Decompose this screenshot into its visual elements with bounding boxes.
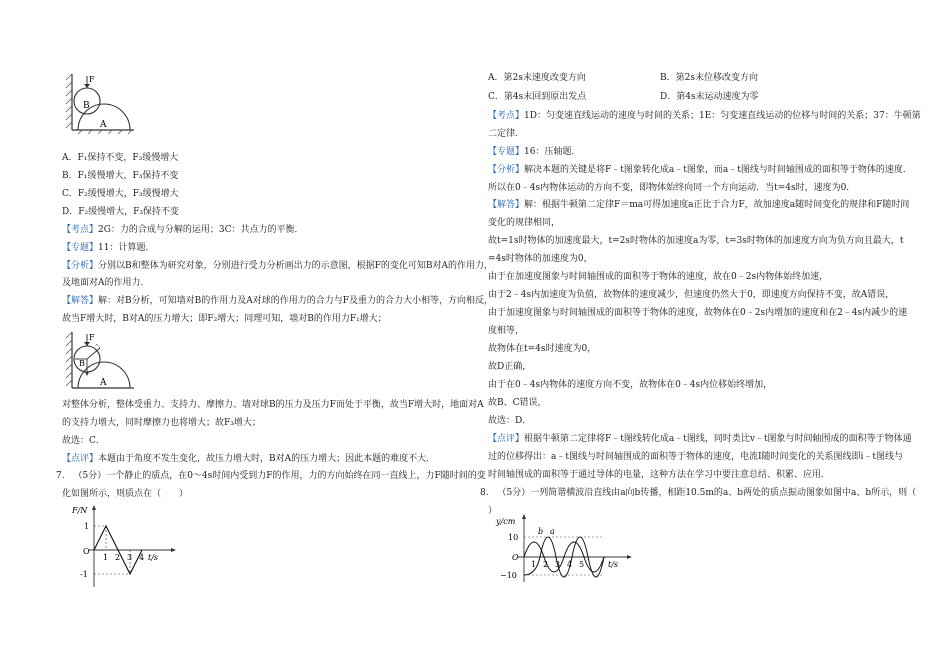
r-jieda-line bbox=[488, 199, 909, 213]
r-jieda-text-2: 变化的规律相同， bbox=[488, 218, 561, 228]
q7-option-d: D．第4s末运动速度为零 bbox=[660, 92, 759, 102]
fenxi-text-1: 分别以B和整体为研究对象，分别进行受力分析画出力的示意图，根据F的变化可知B对A的作用力， bbox=[98, 261, 493, 271]
r-jieda-text-1: 解：根据牛顿第二定律F＝ma可得加速度a正比于合力F，故加速度a随时间变化的规律和F随时间 bbox=[524, 200, 910, 210]
graph-y-tick-neg1: -1 bbox=[80, 570, 88, 579]
zhuanti-line bbox=[62, 242, 154, 256]
r-jieda-text-11: 由于在0﹣4s内物体的速度方向不变，故物体在0﹣4s内位移始终增加， bbox=[488, 380, 773, 390]
q7-option-c: C．第4s末回到原出发点 bbox=[488, 92, 587, 102]
option-c: C．F₂缓慢增大，F₃缓慢增大 bbox=[62, 189, 179, 199]
wave-x-tick-1: 1 bbox=[531, 560, 537, 569]
fig1-label-b: B bbox=[83, 101, 90, 111]
r-jieda-text-8: 度相等， bbox=[488, 326, 525, 336]
wave-origin: O bbox=[512, 553, 519, 562]
q7-option-b: B．第2s末位移改变方向 bbox=[660, 73, 758, 83]
graph-x-tick-2: 2 bbox=[115, 553, 121, 562]
r-jieda-text-6: 由于2﹣4s内加速度为负值，故物体的速度减少，但速度仍然大于0，即速度方向保持不变，故A错误， bbox=[488, 290, 895, 300]
graph-x-tick-1: 1 bbox=[103, 553, 109, 562]
wave-x-tick-3: 3 bbox=[555, 560, 561, 569]
wall-sphere-figure-2 bbox=[62, 330, 142, 392]
r-fenxi-text-2: 所以在0﹣4s内物体运动的方向不变，即物体始终向同一个方向运动．当t=4s时，速度为0． bbox=[488, 183, 856, 193]
fenxi-text-2: 及地面对A的作用力． bbox=[62, 278, 150, 288]
jieda-tag: 【解答】 bbox=[62, 296, 99, 306]
question-8-line-1 bbox=[480, 487, 916, 501]
graph-x-label: t/s bbox=[148, 553, 159, 562]
r-dianping-line bbox=[488, 433, 912, 447]
dianping-line bbox=[62, 453, 435, 467]
option-d: D．F₂缓慢增大，F₃保持不变 bbox=[62, 207, 179, 217]
option-b: B．F₁缓慢增大，F₃保持不变 bbox=[62, 171, 179, 181]
kaodian-tag: 【考点】 bbox=[62, 225, 99, 235]
question-8-number: 8. bbox=[480, 488, 489, 498]
wave-x-tick-2: 2 bbox=[543, 560, 549, 569]
wall-sphere-figure-1 bbox=[62, 72, 142, 134]
option-a: A．F₁保持不变，F₃缓慢增大 bbox=[62, 153, 179, 163]
r-jieda-text-9: 故物体在t=4s时速度为0， bbox=[488, 344, 597, 354]
jieda-text-1: 解：对B分析，可知墙对B的作用力及A对球的作用力的合力与F及重力的合力大小相等，方向相反， bbox=[98, 296, 493, 306]
r-fenxi-text-1: 解决本题的关键是将F﹣t图象转化成a﹣t图象，而a﹣t图线与时间轴围成的面积等于物体的速度． bbox=[524, 165, 912, 175]
fig2-label-f: F bbox=[89, 333, 95, 342]
r-jieda-text-12: 故B、C错误， bbox=[488, 398, 547, 408]
fig2-label-b: B bbox=[79, 359, 85, 368]
r-jieda-tag: 【解答】 bbox=[488, 200, 525, 210]
fenxi-line-1 bbox=[62, 260, 493, 274]
r-zhuanti-text: 16：压轴题． bbox=[524, 147, 581, 157]
question-7-line-1 bbox=[56, 470, 486, 484]
r-kaodian-text-2: 二定律． bbox=[488, 129, 525, 139]
r-jieda-text-13: 故选：D． bbox=[488, 416, 532, 426]
wave-y-tick-neg10: −10 bbox=[500, 571, 517, 580]
zhuanti-text: 11：计算题． bbox=[98, 243, 155, 253]
kaodian-line bbox=[62, 224, 304, 238]
question-8-text-2: ） bbox=[488, 506, 498, 516]
wave-y-tick-10: 10 bbox=[508, 533, 519, 542]
fenxi-tag: 【分析】 bbox=[62, 261, 99, 271]
wave-x-tick-5: 5 bbox=[579, 560, 585, 569]
question-7-text-2: 化如图所示，则质点在（ ） bbox=[62, 489, 189, 499]
force-time-graph bbox=[70, 503, 180, 589]
wave-label-b: b bbox=[538, 527, 544, 536]
r-dianping-text-1: 根据牛顿第二定律将F﹣t图线转化成a﹣t图线，同时类比v﹣t图象与时间轴围成的面积等于物体通 bbox=[524, 434, 912, 444]
r-zhuanti-line bbox=[488, 146, 580, 160]
jieda-text-3: 对整体分析，整体受重力、支持力、摩擦力、墙对球B的压力及压力F而处于平衡，故当F增大时，地面对A bbox=[62, 400, 484, 410]
zhuanti-tag: 【专题】 bbox=[62, 243, 99, 253]
r-kaodian-line bbox=[488, 110, 921, 124]
r-jieda-text-3: 故t=1s时物体的加速度最大，t=2s时物体的加速度a为零，t=3s时物体的加速度方向为负方向且最大，t bbox=[488, 236, 904, 246]
r-jieda-text-4: =4s时物体的加速度为0， bbox=[488, 254, 593, 264]
graph-origin: O bbox=[83, 547, 90, 556]
r-jieda-text-10: 故D正确， bbox=[488, 362, 532, 372]
jieda-text-2: 故当F增大时，B对A的压力增大；即F₂增大；同理可知，墙对B的作用力F₁增大； bbox=[62, 314, 387, 324]
r-dianping-text-3: 时间轴围成的面积等于通过导体的电量，这种方法在学习中要注意总结、积累、应用． bbox=[488, 470, 831, 480]
r-kaodian-tag: 【考点】 bbox=[488, 111, 525, 121]
jieda-text-4: 的支持力增大，同时摩擦力也将增大；故F₃增大； bbox=[62, 418, 261, 428]
r-kaodian-text-1: 1D：匀变速直线运动的速度与时间的关系；1E：匀变速直线运动的位移与时间的关系；37：牛顿第 bbox=[524, 111, 921, 121]
r-jieda-text-7: 由于加速度图象与时间轴围成的面积等于物体的速度，故物体在0﹣2s内增加的速度和在2﹣4s内减少的速 bbox=[488, 308, 908, 318]
r-dianping-text-2: 过的位移得出：a﹣t图线与时间轴围成的面积等于物体的速度，电流I随时间变化的关系图线即i﹣t图线与 bbox=[488, 452, 904, 462]
graph-x-tick-4: 4 bbox=[139, 553, 145, 562]
wave-vibration-graph bbox=[494, 512, 634, 584]
dianping-tag: 【点评】 bbox=[62, 454, 99, 464]
r-dianping-tag: 【点评】 bbox=[488, 434, 525, 444]
wave-y-label: y/cm bbox=[496, 517, 516, 526]
wave-label-a: a bbox=[550, 527, 555, 536]
fig1-label-a: A bbox=[100, 120, 107, 130]
jieda-text-5: 故选：C． bbox=[62, 436, 105, 446]
r-jieda-text-5: 由于在加速度图象与时间轴围成的面积等于物体的速度，故在0﹣2s内物体始终加速， bbox=[488, 272, 829, 282]
r-fenxi-line bbox=[488, 164, 912, 178]
graph-y-tick-1: 1 bbox=[84, 522, 90, 531]
dianping-text: 本题由于角度不发生变化，故压力增大时，B对A的压力增大；因此本题的难度不大． bbox=[98, 454, 436, 464]
jieda-line-1 bbox=[62, 295, 493, 309]
kaodian-text: 2G：力的合成与分解的运用；3C：共点力的平衡． bbox=[98, 225, 304, 235]
question-7-text-1: （5分）一个静止的质点，在0～4s时间内受到力F的作用，力的方向始终在同一直线上，力F随时间的变 bbox=[73, 471, 486, 481]
graph-x-tick-3: 3 bbox=[127, 553, 133, 562]
question-8-text-1: （5分）一列简谐横波沿直线由a向b传播，相距10.5m的a、b两处的质点振动图象如图中a、b所示，则（ bbox=[497, 488, 917, 498]
wave-x-label: t/s bbox=[608, 560, 619, 569]
q7-option-a: A．第2s末速度改变方向 bbox=[488, 73, 586, 83]
wave-x-tick-4: 4 bbox=[567, 560, 573, 569]
fig1-label-f: F bbox=[89, 75, 95, 84]
graph-y-label: F/N bbox=[72, 506, 88, 515]
question-7-number: 7. bbox=[56, 471, 65, 481]
r-fenxi-tag: 【分析】 bbox=[488, 165, 525, 175]
r-zhuanti-tag: 【专题】 bbox=[488, 147, 525, 157]
fig2-label-a: A bbox=[100, 378, 107, 388]
